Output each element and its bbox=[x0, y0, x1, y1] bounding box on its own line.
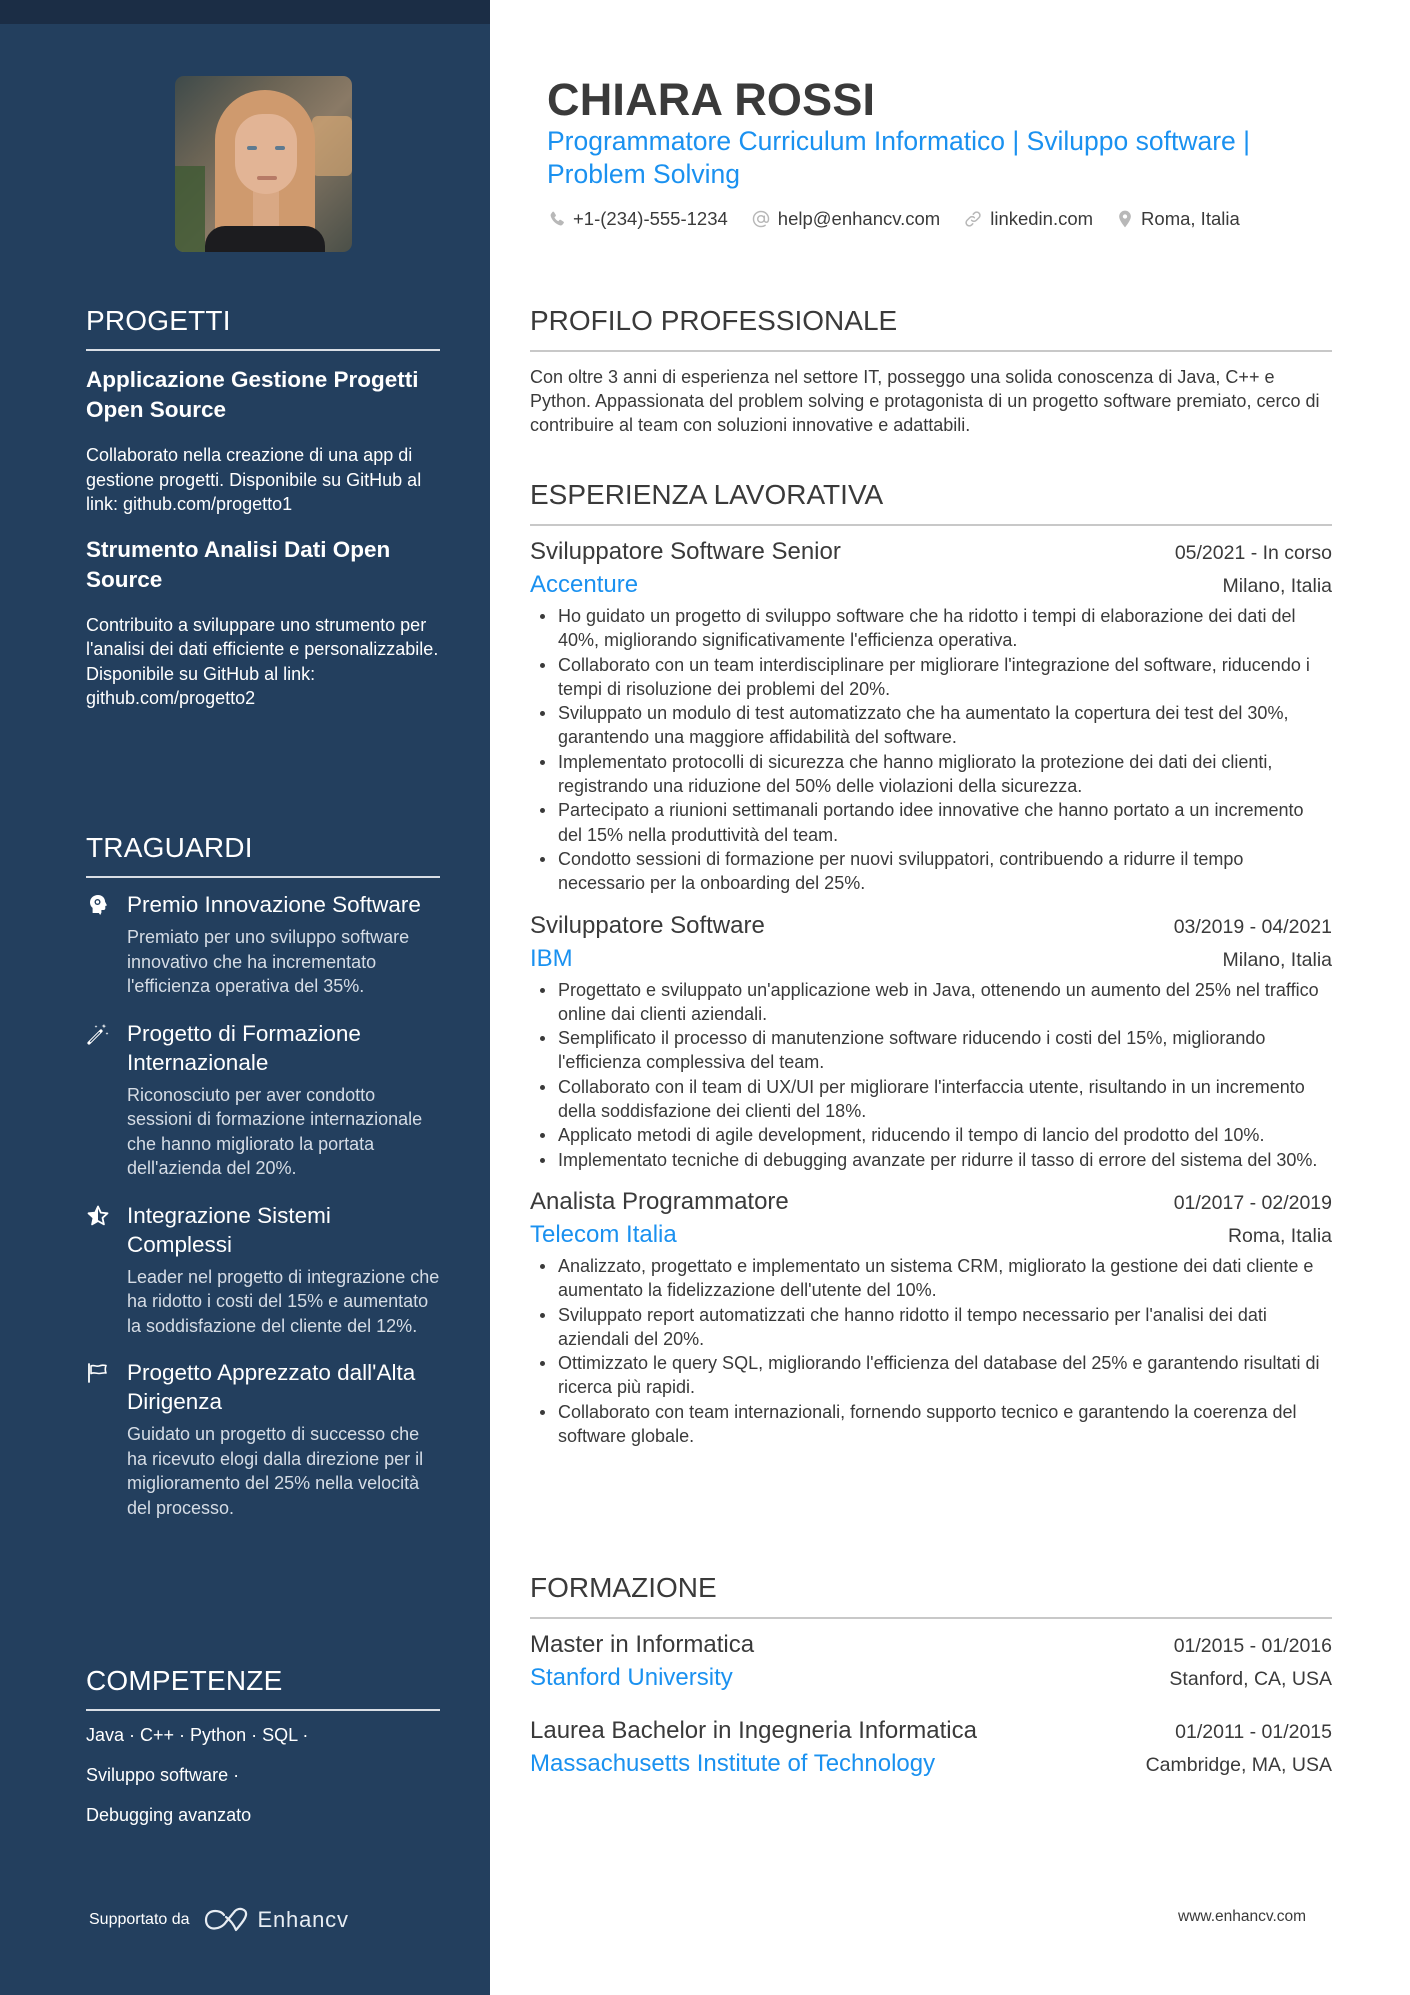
bullet-item: Semplificato il processo di manutenzione software riducendo i costi del 15%, migliorando l'efficienza complessiva del team. bbox=[530, 1026, 1332, 1075]
bullet-item: Partecipato a riunioni settimanali portando idee innovative che hanno portato a un incremento del 15% nella produttività del team. bbox=[530, 798, 1332, 847]
contact-location-text: Roma, Italia bbox=[1141, 208, 1240, 229]
achievement-title: Integrazione Sistemi Complessi bbox=[127, 1202, 331, 1257]
bullet-item: Collaborato con team internazionali, fornendo supporto tecnico e garantendo la coerenza del software globale. bbox=[530, 1400, 1332, 1449]
photo-face bbox=[235, 114, 297, 194]
contact-phone-text: +1-(234)-555-1234 bbox=[573, 208, 728, 229]
bullet-item: Implementato protocolli di sicurezza che hanno migliorato la protezione dei dati dei clienti, registrando una riduzione del 50% delle violazioni della sicurezza. bbox=[530, 750, 1332, 799]
bullet-item: Condotto sessioni di formazione per nuovi sviluppatori, contribuendo a ridurre il tempo necessario per la onboarding del 25%. bbox=[530, 847, 1332, 896]
location-pin-icon bbox=[1115, 208, 1135, 230]
job-bullets bbox=[530, 1254, 1332, 1448]
section-divider bbox=[86, 876, 440, 878]
summary-text: Con oltre 3 anni di esperienza nel settore IT, posseggo una solida conoscenza di Java, C++ e Python. Appassionata del problem solving e protagonista di un progetto software premiato, cerco di contribuire al team con soluzioni innovative e adattabili. bbox=[530, 367, 1320, 435]
contact-email[interactable] bbox=[750, 208, 940, 230]
achievement-description: Leader nel progetto di integrazione che ha ridotto i costi del 15% e aumentato la soddisfazione del cliente del 12%. bbox=[127, 1266, 440, 1336]
experience-heading: ESPERIENZA LAVORATIVA bbox=[530, 479, 884, 510]
photo-background-light bbox=[312, 116, 352, 176]
sidebar-top-band bbox=[0, 0, 490, 24]
bullet-item: Analizzato, progettato e implementato un sistema CRM, migliorato la gestione dei dati cliente e aumentato la fidelizzazione dell'utente del 10%. bbox=[530, 1254, 1332, 1303]
education-school[interactable]: Massachusetts Institute of Technology bbox=[530, 1750, 936, 1777]
job-dates: 05/2021 - In corso bbox=[1174, 542, 1332, 564]
skills-list bbox=[86, 1723, 440, 1843]
contact-linkedin-text: linkedin.com bbox=[990, 208, 1094, 229]
job-company[interactable]: Accenture bbox=[530, 571, 639, 598]
section-divider bbox=[530, 524, 1332, 526]
job-location: Milano, Italia bbox=[1222, 575, 1332, 597]
education-entry bbox=[530, 1629, 1332, 1695]
bullet-item: Progettato e sviluppato un'applicazione web in Java, ottenendo un aumento del 25% nel traffico online dai clienti aziendali. bbox=[530, 978, 1332, 1027]
project-description: Contribuito a sviluppare uno strumento per l'analisi dei dati efficiente e personalizzabile. Disponibile su GitHub al link: github.com/progetto2 bbox=[86, 614, 439, 708]
at-icon bbox=[750, 208, 772, 230]
education-entry bbox=[530, 1715, 1332, 1781]
section-divider bbox=[86, 349, 440, 351]
flag-icon bbox=[86, 1361, 110, 1385]
candidate-subtitle: Programmatore Curriculum Informatico | Sviluppo software | Problem Solving bbox=[547, 126, 1251, 189]
skills-line: Debugging avanzato bbox=[86, 1805, 252, 1825]
job-entry bbox=[530, 910, 1332, 1172]
bullet-item: Collaborato con un team interdisciplinare per migliorare l'integrazione del software, riducendo i tempi di risoluzione dei problemi del 20%. bbox=[530, 653, 1332, 702]
contact-email-text: help@enhancv.com bbox=[777, 208, 941, 229]
project-item bbox=[86, 535, 440, 711]
job-dates: 01/2017 - 02/2019 bbox=[1173, 1191, 1332, 1214]
achievement-description: Riconosciuto per aver condotto sessioni di formazione internazionale che hanno migliorato la portata dell'azienda del 20%. bbox=[127, 1084, 423, 1178]
photo-eye-left bbox=[247, 146, 257, 150]
achievement-title: Progetto Apprezzato dall'Alta Dirigenza bbox=[127, 1360, 416, 1414]
job-bullets bbox=[530, 604, 1332, 896]
job-entry bbox=[530, 536, 1332, 896]
education-section bbox=[530, 1570, 1332, 1781]
summary-heading: PROFILO PROFESSIONALE bbox=[530, 305, 898, 336]
enhancv-brand: Enhancv bbox=[257, 1907, 349, 1932]
education-degree: Master in Informatica bbox=[530, 1631, 755, 1658]
bullet-item: Sviluppato un modulo di test automatizzato che ha aumentato la copertura dei test del 30%, garantendo una maggiore affidabilità del software. bbox=[530, 701, 1332, 750]
project-description: Collaborato nella creazione di una app di gestione progetti. Disponibile su GitHub al link: github.com/progetto1 bbox=[86, 445, 422, 514]
achievements-section bbox=[86, 830, 440, 1520]
bullet-item: Implementato tecniche di debugging avanzate per ridurre il tasso di errore del sistema del 30%. bbox=[530, 1148, 1332, 1172]
projects-section bbox=[86, 303, 440, 711]
enhancv-logo-icon bbox=[202, 1907, 250, 1933]
powered-by-label: Supportato da bbox=[89, 1911, 190, 1928]
achievement-item bbox=[86, 1358, 440, 1520]
experience-section bbox=[530, 477, 1332, 1448]
summary-section bbox=[530, 303, 1332, 437]
magic-wand-icon bbox=[86, 1022, 110, 1046]
projects-heading: PROGETTI bbox=[86, 305, 231, 336]
achievement-item bbox=[86, 890, 440, 999]
section-divider bbox=[530, 350, 1332, 352]
enhancv-logo[interactable] bbox=[202, 1907, 349, 1933]
skills-heading: COMPETENZE bbox=[86, 1665, 283, 1696]
job-location: Milano, Italia bbox=[1222, 948, 1332, 971]
photo-lips bbox=[257, 176, 277, 180]
job-bullets bbox=[530, 978, 1332, 1172]
contact-linkedin[interactable] bbox=[962, 208, 1093, 230]
job-company[interactable]: IBM bbox=[530, 944, 573, 972]
job-dates: 03/2019 - 04/2021 bbox=[1173, 915, 1332, 938]
education-location: Cambridge, MA, USA bbox=[1145, 1754, 1332, 1776]
education-school[interactable]: Stanford University bbox=[530, 1664, 733, 1691]
education-dates: 01/2011 - 01/2015 bbox=[1175, 1721, 1332, 1743]
section-divider bbox=[86, 1709, 440, 1711]
contact-phone[interactable] bbox=[547, 208, 728, 230]
achievement-item bbox=[86, 1201, 440, 1339]
powered-by bbox=[89, 1907, 349, 1933]
sidebar bbox=[0, 0, 490, 1995]
head-bulb-icon bbox=[86, 893, 110, 917]
candidate-name: CHIARA ROSSI bbox=[547, 74, 876, 125]
education-degree: Laurea Bachelor in Ingegneria Informatica bbox=[530, 1717, 977, 1744]
education-location: Stanford, CA, USA bbox=[1169, 1668, 1332, 1690]
achievement-title: Progetto di Formazione Internazionale bbox=[127, 1020, 361, 1075]
project-item bbox=[86, 365, 440, 517]
skills-line: Java · C++ · Python · SQL · bbox=[86, 1725, 309, 1745]
skills-section bbox=[86, 1663, 440, 1843]
project-title: Applicazione Gestione Progetti Open Source bbox=[86, 367, 419, 422]
bullet-item: Ottimizzato le query SQL, migliorando l'efficienza del database del 25% e garantendo risultati di ricerca più rapidi. bbox=[530, 1351, 1332, 1400]
profile-photo bbox=[175, 76, 352, 252]
project-title: Strumento Analisi Dati Open Source bbox=[86, 536, 391, 592]
bullet-item: Ho guidato un progetto di sviluppo software che ha ridotto i tempi di elaborazione dei dati del 40%, migliorando significativamente l'efficienza operativa. bbox=[530, 604, 1332, 653]
achievement-title: Premio Innovazione Software bbox=[127, 892, 421, 917]
contact-bar bbox=[547, 208, 1262, 230]
bullet-item: Applicato metodi di agile development, riducendo il tempo di lancio del prodotto del 10%. bbox=[530, 1123, 1332, 1147]
job-entry bbox=[530, 1186, 1332, 1448]
job-title: Analista Programmatore bbox=[530, 1187, 789, 1215]
education-dates: 01/2015 - 01/2016 bbox=[1173, 1635, 1332, 1657]
section-divider bbox=[530, 1617, 1332, 1619]
star-icon bbox=[86, 1204, 110, 1228]
phone-icon bbox=[547, 209, 567, 229]
job-company[interactable]: Telecom Italia bbox=[530, 1220, 677, 1248]
link-icon bbox=[962, 208, 984, 230]
bullet-item: Collaborato con il team di UX/UI per migliorare l'interfaccia utente, risultando in un incremento della soddisfazione dei clienti del 18%. bbox=[530, 1075, 1332, 1124]
photo-clothing bbox=[205, 226, 325, 252]
achievements-heading: TRAGUARDI bbox=[86, 832, 253, 863]
contact-location bbox=[1115, 208, 1240, 230]
education-heading: FORMAZIONE bbox=[530, 1572, 717, 1603]
achievement-description: Premiato per uno sviluppo software innovativo che ha incrementato l'efficienza operativa del 35%. bbox=[127, 927, 410, 996]
achievement-description: Guidato un progetto di successo che ha ricevuto elogi dalla direzione per il miglioramento del 25% nella velocità del processo. bbox=[127, 1424, 424, 1518]
photo-eye-right bbox=[275, 146, 285, 150]
job-location: Roma, Italia bbox=[1227, 1224, 1332, 1247]
job-title: Sviluppatore Software Senior bbox=[530, 538, 841, 565]
footer-url[interactable]: www.enhancv.com bbox=[1178, 1908, 1307, 1925]
skills-line: Sviluppo software · bbox=[86, 1765, 240, 1785]
job-title: Sviluppatore Software bbox=[530, 911, 765, 939]
achievement-item bbox=[86, 1019, 440, 1181]
bullet-item: Sviluppato report automatizzati che hanno ridotto il tempo necessario per l'analisi dei dati aziendali del 20%. bbox=[530, 1303, 1332, 1352]
photo-background-plant bbox=[175, 166, 205, 252]
